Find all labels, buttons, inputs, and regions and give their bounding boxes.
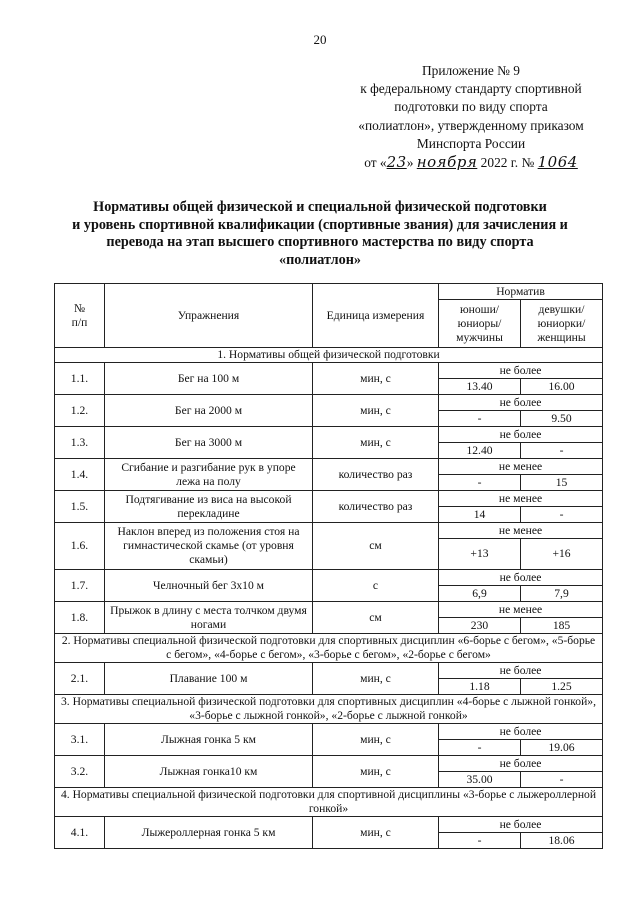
title-line: Нормативы общей физической и специальной физической подготовки — [93, 199, 547, 215]
value-men: 13.40 — [439, 379, 521, 395]
header-exercise: Упражнения — [105, 284, 313, 348]
row-number: 1.2. — [55, 395, 105, 427]
value-men: 35.00 — [439, 772, 521, 788]
row-unit: с — [313, 570, 439, 602]
table-row — [55, 724, 603, 740]
row-number: 1.4. — [55, 459, 105, 491]
value-women: 1.25 — [521, 679, 603, 695]
table-row — [55, 459, 603, 475]
row-unit: мин, с — [313, 663, 439, 695]
section-row — [55, 348, 603, 363]
row-exercise: Плавание 100 м — [105, 663, 313, 695]
row-number: 1.1. — [55, 363, 105, 395]
row-number: 1.7. — [55, 570, 105, 602]
value-men: 230 — [439, 618, 521, 634]
row-number: 3.2. — [55, 756, 105, 788]
title-line: и уровень спортивной квалификации (спортивные звания) для зачисления и — [72, 216, 568, 233]
appendix-line: «полиатлон», утвержденному приказом — [358, 117, 584, 133]
row-unit: мин, с — [313, 427, 439, 459]
row-number: 2.1. — [55, 663, 105, 695]
row-exercise: Лыжная гонка10 км — [105, 756, 313, 788]
value-men: - — [439, 475, 521, 491]
title-line: «полиатлон» — [279, 251, 361, 268]
section-title: 4. Нормативы специальной физической подготовки для спортивной дисциплины «3-борье с лыжероллерной гонкой» — [55, 788, 603, 817]
table-row — [55, 363, 603, 379]
row-exercise: Челночный бег 3х10 м — [105, 570, 313, 602]
value-women: 15 — [521, 475, 603, 491]
appendix-line: подготовки по виду спорта — [394, 99, 548, 115]
table-row — [55, 817, 603, 833]
value-women: - — [521, 507, 603, 523]
row-condition: не более — [439, 756, 603, 772]
row-condition: не менее — [439, 602, 603, 618]
section-title: 1. Нормативы общей физической подготовки — [55, 348, 603, 363]
row-condition: не более — [439, 395, 603, 411]
table-row — [55, 756, 603, 772]
appendix-line: к федеральному стандарту спортивной — [360, 81, 582, 97]
table-row — [55, 395, 603, 411]
row-exercise: Лыжная гонка 5 км — [105, 724, 313, 756]
title-line: перевода на этап высшего спортивного мастерства по виду спорта — [106, 234, 534, 251]
row-exercise: Прыжок в длину с места толчком двумя ногами — [105, 602, 313, 634]
row-unit: мин, с — [313, 363, 439, 395]
header-num: № п/п — [55, 284, 105, 348]
header-men: юноши/ юниоры/ мужчины — [439, 300, 521, 348]
row-number: 1.8. — [55, 602, 105, 634]
table-row — [55, 427, 603, 443]
row-unit: количество раз — [313, 459, 439, 491]
row-unit: мин, с — [313, 817, 439, 849]
value-men: 1.18 — [439, 679, 521, 695]
value-women: 7,9 — [521, 586, 603, 602]
row-exercise: Лыжероллерная гонка 5 км — [105, 817, 313, 849]
order-month-handwritten: ноября — [416, 153, 478, 172]
row-exercise: Наклон вперед из положения стоя на гимнастической скамье (от уровня скамьи) — [105, 523, 313, 570]
order-date-line — [330, 153, 612, 172]
order-mid: » — [406, 155, 414, 171]
row-condition: не менее — [439, 459, 603, 475]
table-row — [55, 602, 603, 618]
row-exercise: Бег на 100 м — [105, 363, 313, 395]
row-condition: не более — [439, 817, 603, 833]
order-number-handwritten: 1064 — [537, 153, 578, 172]
row-condition: не более — [439, 663, 603, 679]
row-exercise: Подтягивание из виса на высокой перекладине — [105, 491, 313, 523]
value-women: 18.06 — [521, 833, 603, 849]
row-number: 3.1. — [55, 724, 105, 756]
section-title: 2. Нормативы специальной физической подготовки для спортивных дисциплин «6-борье с бегом», «5-борье с бегом», «4-борье с бегом», «3-борье с бегом», «2-борье с бегом» — [55, 634, 603, 663]
value-women: 19.06 — [521, 740, 603, 756]
value-women: - — [521, 443, 603, 459]
row-number: 4.1. — [55, 817, 105, 849]
appendix-block — [330, 62, 612, 172]
row-exercise: Бег на 3000 м — [105, 427, 313, 459]
value-women: - — [521, 772, 603, 788]
order-prefix: от « — [364, 155, 387, 171]
value-men: 6,9 — [439, 586, 521, 602]
appendix-line: Приложение № 9 — [421, 63, 521, 78]
order-year: 2022 г. № — [480, 155, 535, 171]
row-condition: не менее — [439, 491, 603, 507]
table-row — [55, 491, 603, 507]
section-row — [55, 634, 603, 663]
row-condition: не более — [439, 724, 603, 740]
document-title — [56, 199, 584, 269]
page-number: 20 — [313, 32, 327, 47]
row-unit: мин, с — [313, 724, 439, 756]
row-unit: мин, с — [313, 756, 439, 788]
row-condition: не более — [439, 427, 603, 443]
row-condition: не более — [439, 570, 603, 586]
table-row — [55, 663, 603, 679]
table-body — [55, 348, 603, 849]
value-men: - — [439, 833, 521, 849]
norms-table — [54, 283, 603, 849]
row-unit: см — [313, 523, 439, 570]
row-unit: количество раз — [313, 491, 439, 523]
value-women: 9.50 — [521, 411, 603, 427]
value-men: +13 — [439, 539, 521, 570]
value-men: - — [439, 411, 521, 427]
section-title: 3. Нормативы специальной физической подготовки для спортивных дисциплин «4-борье с лыжной гонкой», «3-борье с лыжной гонкой», «2-борье с лыжной гонкой» — [55, 695, 603, 724]
appendix-line: Минспорта России — [416, 135, 526, 151]
section-row — [55, 695, 603, 724]
table-head-row — [55, 284, 603, 300]
value-men: 12.40 — [439, 443, 521, 459]
table-row — [55, 523, 603, 539]
row-number: 1.6. — [55, 523, 105, 570]
row-unit: см — [313, 602, 439, 634]
header-women: девушки/ юниорки/ женщины — [521, 300, 603, 348]
order-day-handwritten: 23 — [386, 153, 407, 172]
value-men: - — [439, 740, 521, 756]
row-condition: не более — [439, 363, 603, 379]
section-row — [55, 788, 603, 817]
value-women: +16 — [521, 539, 603, 570]
row-condition: не менее — [439, 523, 603, 539]
value-women: 185 — [521, 618, 603, 634]
header-norm: Норматив — [439, 284, 603, 300]
value-men: 14 — [439, 507, 521, 523]
row-number: 1.3. — [55, 427, 105, 459]
header-unit: Единица измерения — [313, 284, 439, 348]
value-women: 16.00 — [521, 379, 603, 395]
row-exercise: Бег на 2000 м — [105, 395, 313, 427]
row-number: 1.5. — [55, 491, 105, 523]
row-exercise: Сгибание и разгибание рук в упоре лежа на полу — [105, 459, 313, 491]
table-row — [55, 570, 603, 586]
row-unit: мин, с — [313, 395, 439, 427]
